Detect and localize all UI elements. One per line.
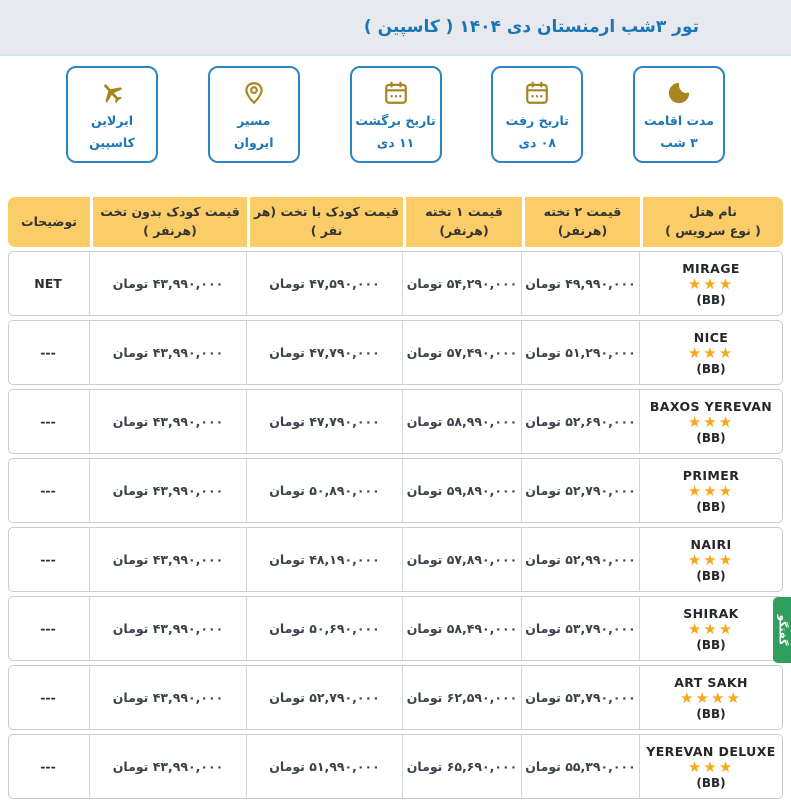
hotel-name: PRIMER: [682, 467, 740, 483]
price-single-cell: ۵۸,۴۹۰,۰۰۰ تومان: [402, 597, 521, 660]
header-line2: ( نوع سرویس ): [665, 223, 761, 238]
star-rating: ★★★: [687, 481, 735, 500]
price-child-no-bed-cell: ۴۳,۹۹۰,۰۰۰ تومان: [89, 390, 246, 453]
col-header-notes: [8, 197, 90, 247]
price-double-cell: ۵۳,۷۹۰,۰۰۰ تومان: [521, 597, 639, 660]
price-child-no-bed-cell: ۴۳,۹۹۰,۰۰۰ تومان: [89, 252, 246, 315]
hotel-name: ART SAKH: [674, 674, 748, 690]
table-row: [8, 665, 783, 730]
header-line2: نفر ): [310, 223, 343, 238]
header-line2: (هرنفر ): [143, 223, 197, 238]
hotel-cell: [639, 666, 782, 729]
calendar-icon: [524, 80, 550, 106]
hotel-cell: [639, 459, 782, 522]
notes-cell: ---: [40, 414, 56, 429]
price-single-cell: ۵۷,۴۹۰,۰۰۰ تومان: [402, 321, 521, 384]
notes-cell: ---: [40, 759, 56, 774]
table-row: [8, 596, 783, 661]
price-child-with-bed-cell: ۵۱,۹۹۰,۰۰۰ تومان: [246, 735, 402, 798]
table-row: [8, 527, 783, 592]
price-double-cell: ۵۲,۷۹۰,۰۰۰ تومان: [521, 459, 639, 522]
notes-cell: NET: [34, 276, 62, 291]
col-header-child-no-bed: [90, 197, 247, 247]
chat-widget-tab[interactable]: [773, 597, 791, 663]
table-row: [8, 458, 783, 523]
card-stay-duration: [633, 66, 725, 163]
price-single-cell: ۶۲,۵۹۰,۰۰۰ تومان: [402, 666, 521, 729]
card-departure-date: [491, 66, 583, 163]
star-rating: ★★★: [687, 619, 735, 638]
hotel-cell: [639, 321, 782, 384]
service-type: (BB): [696, 361, 726, 376]
price-single-cell: ۶۵,۶۹۰,۰۰۰ تومان: [402, 735, 521, 798]
header-line2: (هرنفر): [557, 223, 608, 238]
price-child-no-bed-cell: ۴۳,۹۹۰,۰۰۰ تومان: [89, 597, 246, 660]
price-child-with-bed-cell: ۴۷,۵۹۰,۰۰۰ تومان: [246, 252, 402, 315]
card-return-date: [350, 66, 442, 163]
price-double-cell: ۵۳,۷۹۰,۰۰۰ تومان: [521, 666, 639, 729]
table-row: [8, 734, 783, 799]
chat-tab-label: گفتگو: [775, 614, 788, 646]
card-value: ۳ شب: [660, 134, 698, 150]
price-child-with-bed-cell: ۴۷,۷۹۰,۰۰۰ تومان: [246, 390, 402, 453]
price-child-no-bed-cell: ۴۳,۹۹۰,۰۰۰ تومان: [89, 666, 246, 729]
card-value: ۱۱ دی: [376, 134, 415, 150]
col-header-price-double: [522, 197, 640, 247]
hotel-name: NAIRI: [690, 536, 732, 552]
price-single-cell: ۵۸,۹۹۰,۰۰۰ تومان: [402, 390, 521, 453]
notes-cell: ---: [40, 690, 56, 705]
header-line1: قیمت کودک بدون تخت: [100, 204, 240, 220]
price-child-with-bed-cell: ۵۰,۸۹۰,۰۰۰ تومان: [246, 459, 402, 522]
hotel-name: YEREVAN DELUXE: [646, 743, 776, 759]
star-rating: ★★★: [687, 343, 735, 362]
price-table: [8, 197, 783, 799]
card-route: [208, 66, 300, 163]
service-type: (BB): [696, 775, 726, 790]
price-double-cell: ۵۵,۳۹۰,۰۰۰ تومان: [521, 735, 639, 798]
star-rating: ★★★★: [680, 688, 742, 707]
star-rating: ★★★: [687, 550, 735, 569]
service-type: (BB): [696, 568, 726, 583]
price-single-cell: ۵۷,۸۹۰,۰۰۰ تومان: [402, 528, 521, 591]
hotel-name: NICE: [693, 329, 729, 345]
service-type: (BB): [696, 637, 726, 652]
price-double-cell: ۵۲,۶۹۰,۰۰۰ تومان: [521, 390, 639, 453]
header-line1: قیمت کودک با تخت (هر: [253, 204, 400, 220]
header-line1: قیمت ۲ تخته: [543, 204, 622, 220]
service-type: (BB): [696, 292, 726, 307]
calendar-icon: [383, 80, 409, 106]
table-row: [8, 320, 783, 385]
hotel-cell: [639, 597, 782, 660]
page-title: تور ۳شب ارمنستان دی ۱۴۰۴ ( کاسپین ): [363, 17, 699, 37]
star-rating: ★★★: [687, 412, 735, 431]
hotel-name: SHIRAK: [683, 605, 739, 621]
hotel-cell: [639, 735, 782, 798]
table-body: [8, 251, 783, 799]
card-label: مدت اقامت: [644, 112, 715, 128]
plane-icon: [94, 74, 131, 111]
page-header: [0, 0, 791, 56]
pin-icon: [241, 80, 267, 106]
header-line1: نام هتل: [689, 204, 737, 220]
price-child-with-bed-cell: ۴۸,۱۹۰,۰۰۰ تومان: [246, 528, 402, 591]
notes-cell: ---: [40, 621, 56, 636]
table-row: [8, 251, 783, 316]
price-double-cell: ۵۱,۲۹۰,۰۰۰ تومان: [521, 321, 639, 384]
hotel-name: BAXOS YEREVAN: [649, 398, 773, 414]
service-type: (BB): [696, 430, 726, 445]
hotel-cell: [639, 528, 782, 591]
card-label: تاریخ برگشت: [355, 112, 436, 128]
col-header-hotel-name: [640, 197, 783, 247]
col-header-child-with-bed: [247, 197, 403, 247]
price-single-cell: ۵۴,۲۹۰,۰۰۰ تومان: [402, 252, 521, 315]
col-header-price-single: [403, 197, 522, 247]
card-value: کاسپین: [89, 134, 135, 150]
star-rating: ★★★: [687, 757, 735, 776]
price-child-with-bed-cell: ۵۲,۷۹۰,۰۰۰ تومان: [246, 666, 402, 729]
hotel-cell: [639, 252, 782, 315]
price-child-no-bed-cell: ۴۳,۹۹۰,۰۰۰ تومان: [89, 459, 246, 522]
service-type: (BB): [696, 706, 726, 721]
star-rating: ★★★: [687, 274, 735, 293]
price-single-cell: ۵۹,۸۹۰,۰۰۰ تومان: [402, 459, 521, 522]
price-child-no-bed-cell: ۴۳,۹۹۰,۰۰۰ تومان: [89, 528, 246, 591]
card-value: ایروان: [234, 134, 274, 150]
notes-cell: ---: [40, 552, 56, 567]
card-airline: [66, 66, 158, 163]
price-child-no-bed-cell: ۴۳,۹۹۰,۰۰۰ تومان: [89, 321, 246, 384]
service-type: (BB): [696, 499, 726, 514]
header-line2: (هرنفر): [439, 223, 489, 238]
moon-icon: [666, 80, 692, 106]
notes-cell: ---: [40, 483, 56, 498]
table-row: [8, 389, 783, 454]
price-child-with-bed-cell: ۴۷,۷۹۰,۰۰۰ تومان: [246, 321, 402, 384]
card-label: مسیر: [237, 112, 271, 128]
notes-cell: ---: [40, 345, 56, 360]
price-double-cell: ۵۲,۹۹۰,۰۰۰ تومان: [521, 528, 639, 591]
card-label: تاریخ رفت: [505, 112, 569, 128]
table-header-row: [8, 197, 783, 247]
header-line1: قیمت ۱ تخته: [425, 204, 503, 220]
price-child-with-bed-cell: ۵۰,۶۹۰,۰۰۰ تومان: [246, 597, 402, 660]
tour-info-cards: [0, 56, 791, 163]
card-label: ایرلاین: [91, 112, 134, 128]
hotel-name: MIRAGE: [682, 260, 740, 276]
hotel-cell: [639, 390, 782, 453]
price-child-no-bed-cell: ۴۳,۹۹۰,۰۰۰ تومان: [89, 735, 246, 798]
card-value: ۰۸ دی: [518, 134, 556, 150]
header-line1: توضیحات: [21, 213, 77, 229]
price-double-cell: ۴۹,۹۹۰,۰۰۰ تومان: [521, 252, 639, 315]
